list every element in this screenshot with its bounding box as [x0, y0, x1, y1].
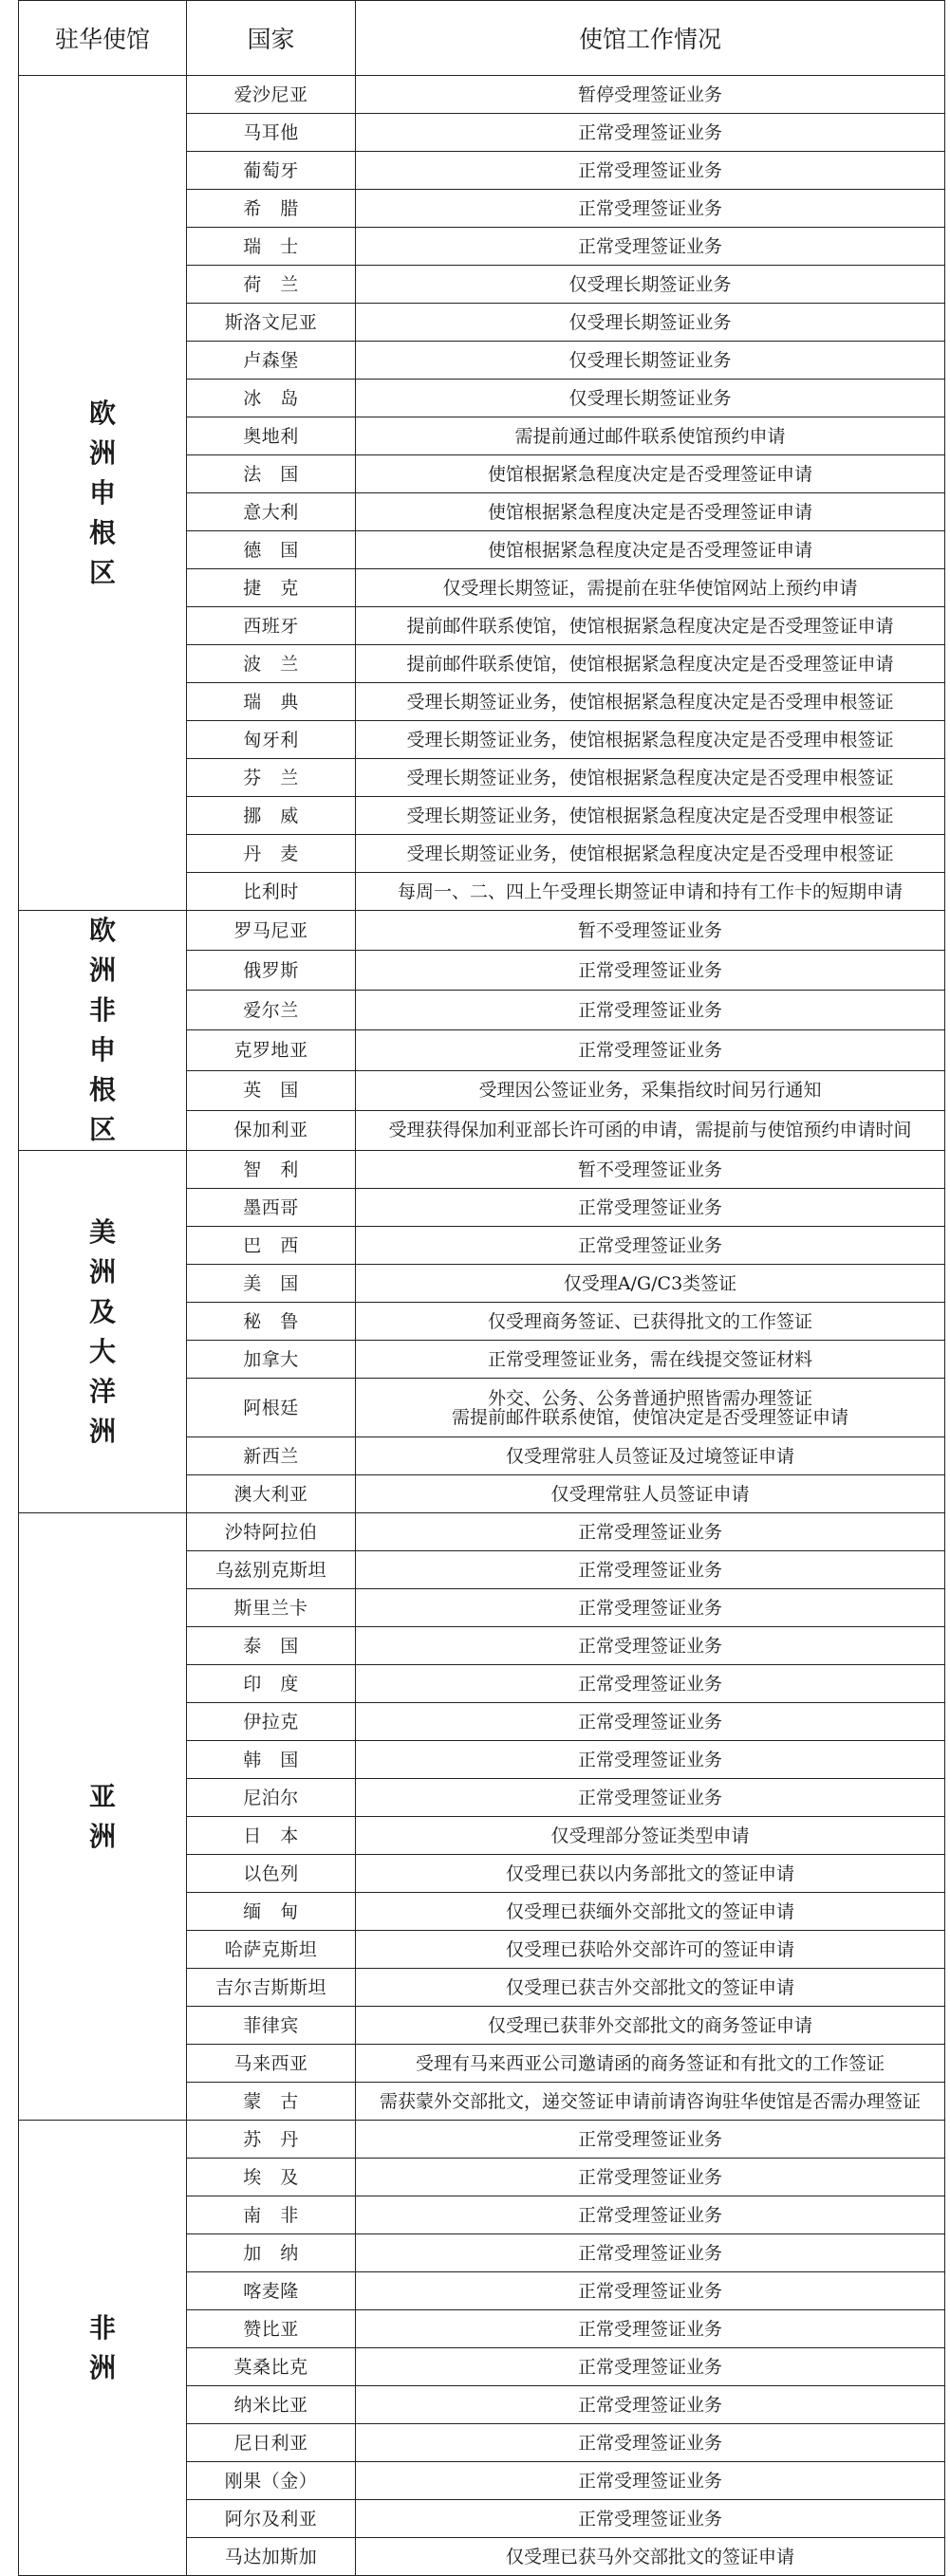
- status-cell: 正常受理签证业务: [356, 2424, 945, 2462]
- country-cell: 印 度: [187, 1665, 356, 1703]
- status-cell: 正常受理签证业务: [356, 152, 945, 190]
- status-cell: 正常受理签证业务: [356, 1627, 945, 1665]
- status-cell: 受理长期签证业务，使馆根据紧急程度决定是否受理申根签证: [356, 683, 945, 721]
- country-cell: 比利时: [187, 873, 356, 911]
- country-cell: 保加利亚: [187, 1110, 356, 1150]
- status-cell: 正常受理签证业务: [356, 1513, 945, 1551]
- status-cell: 每周一、二、四上午受理长期签证申请和持有工作卡的短期申请: [356, 873, 945, 911]
- status-cell: 正常受理签证业务: [356, 1665, 945, 1703]
- country-cell: 罗马尼亚: [187, 911, 356, 951]
- country-cell: 哈萨克斯坦: [187, 1931, 356, 1969]
- country-cell: 秘 鲁: [187, 1303, 356, 1341]
- country-cell: 斯里兰卡: [187, 1589, 356, 1627]
- country-cell: 美 国: [187, 1265, 356, 1303]
- country-cell: 捷 克: [187, 569, 356, 607]
- status-cell: 正常受理签证业务: [356, 2386, 945, 2424]
- table-header-row: [19, 1, 945, 76]
- country-cell: 荷 兰: [187, 266, 356, 304]
- status-cell: 正常受理签证业务: [356, 2196, 945, 2234]
- status-cell: 正常受理签证业务: [356, 2159, 945, 2196]
- table-row: [19, 911, 945, 951]
- region-cell: [19, 2121, 187, 2576]
- status-cell: 使馆根据紧急程度决定是否受理签证申请: [356, 455, 945, 493]
- country-cell: 挪 威: [187, 797, 356, 835]
- region-name: 美洲及大洋洲: [88, 1215, 116, 1447]
- country-cell: 希 腊: [187, 190, 356, 228]
- status-cell: 暂不受理签证业务: [356, 1151, 945, 1189]
- embassy-visa-table: [18, 0, 945, 2576]
- country-cell: 莫桑比克: [187, 2348, 356, 2386]
- country-cell: 菲律宾: [187, 2007, 356, 2045]
- status-cell: 仅受理已获菲外交部批文的商务签证申请: [356, 2007, 945, 2045]
- country-cell: 日 本: [187, 1817, 356, 1855]
- status-cell: 仅受理长期签证业务: [356, 380, 945, 417]
- country-cell: 南 非: [187, 2196, 356, 2234]
- country-cell: 丹 麦: [187, 835, 356, 873]
- status-cell: 使馆根据紧急程度决定是否受理签证申请: [356, 531, 945, 569]
- country-cell: 冰 岛: [187, 380, 356, 417]
- status-cell: 需提前通过邮件联系使馆预约申请: [356, 417, 945, 455]
- country-cell: 乌兹别克斯坦: [187, 1551, 356, 1589]
- status-cell: 提前邮件联系使馆，使馆根据紧急程度决定是否受理签证申请: [356, 607, 945, 645]
- region-name: 非洲: [88, 2311, 116, 2383]
- country-cell: 意大利: [187, 493, 356, 531]
- status-cell: 正常受理签证业务: [356, 190, 945, 228]
- country-cell: 法 国: [187, 455, 356, 493]
- country-cell: 澳大利亚: [187, 1475, 356, 1513]
- status-cell: 仅受理长期签证业务: [356, 266, 945, 304]
- status-line-2: 需提前邮件联系使馆，使馆决定是否受理签证申请: [451, 1406, 848, 1428]
- status-cell: 正常受理签证业务: [356, 1703, 945, 1741]
- status-cell: 正常受理签证业务: [356, 228, 945, 266]
- status-cell: 仅受理已获以内务部批文的签证申请: [356, 1855, 945, 1893]
- country-cell: 苏 丹: [187, 2121, 356, 2159]
- country-cell: 波 兰: [187, 645, 356, 683]
- table-row: [19, 2121, 945, 2159]
- table-row: [19, 1151, 945, 1189]
- status-cell: 受理获得保加利亚部长许可函的申请，需提前与使馆预约申请时间: [356, 1110, 945, 1150]
- country-cell: 喀麦隆: [187, 2272, 356, 2310]
- country-cell: 赞比亚: [187, 2310, 356, 2348]
- country-cell: 斯洛文尼亚: [187, 304, 356, 342]
- region-name: 欧洲申根区: [88, 397, 116, 588]
- status-cell: 受理长期签证业务，使馆根据紧急程度决定是否受理申根签证: [356, 797, 945, 835]
- status-cell: 仅受理已获缅外交部批文的签证申请: [356, 1893, 945, 1931]
- status-cell: 仅受理常驻人员签证及过境签证申请: [356, 1437, 945, 1475]
- country-cell: 葡萄牙: [187, 152, 356, 190]
- country-cell: 加 纳: [187, 2234, 356, 2272]
- region-cell: [19, 1151, 187, 1513]
- country-cell: 巴 西: [187, 1227, 356, 1265]
- status-cell: 仅受理长期签证，需提前在驻华使馆网站上预约申请: [356, 569, 945, 607]
- status-cell: 正常受理签证业务: [356, 1589, 945, 1627]
- region-name: 亚洲: [88, 1780, 116, 1852]
- status-cell: 受理长期签证业务，使馆根据紧急程度决定是否受理申根签证: [356, 759, 945, 797]
- status-cell: 仅受理长期签证业务: [356, 342, 945, 380]
- table-row: [19, 76, 945, 114]
- country-cell: 瑞 典: [187, 683, 356, 721]
- country-cell: 奥地利: [187, 417, 356, 455]
- header-status: 使馆工作情况: [356, 1, 945, 76]
- region-cell: [19, 76, 187, 911]
- status-cell: 仅受理已获哈外交部许可的签证申请: [356, 1931, 945, 1969]
- country-cell: 墨西哥: [187, 1189, 356, 1227]
- country-cell: 尼日利亚: [187, 2424, 356, 2462]
- status-cell: 正常受理签证业务: [356, 2310, 945, 2348]
- country-cell: 蒙 古: [187, 2083, 356, 2121]
- country-cell: 卢森堡: [187, 342, 356, 380]
- status-cell: 正常受理签证业务: [356, 114, 945, 152]
- country-cell: 吉尔吉斯斯坦: [187, 1969, 356, 2007]
- status-cell: 正常受理签证业务: [356, 2234, 945, 2272]
- status-cell: 仅受理A/G/C3类签证: [356, 1265, 945, 1303]
- region-name: 欧洲非申根区: [88, 915, 116, 1145]
- status-cell: 仅受理已获马外交部批文的签证申请: [356, 2538, 945, 2576]
- country-cell: 马耳他: [187, 114, 356, 152]
- country-cell: 缅 甸: [187, 1893, 356, 1931]
- status-cell: 正常受理签证业务: [356, 1227, 945, 1265]
- country-cell: 德 国: [187, 531, 356, 569]
- country-cell: 阿尔及利亚: [187, 2500, 356, 2538]
- country-cell: 新西兰: [187, 1437, 356, 1475]
- header-embassy: 驻华使馆: [19, 1, 187, 76]
- country-cell: 韩 国: [187, 1741, 356, 1779]
- country-cell: 爱尔兰: [187, 991, 356, 1030]
- status-cell: 暂不受理签证业务: [356, 911, 945, 951]
- status-cell: 需获蒙外交部批文，递交签证申请前请咨询驻华使馆是否需办理签证: [356, 2083, 945, 2121]
- country-cell: 克罗地亚: [187, 1030, 356, 1070]
- header-country: 国家: [187, 1, 356, 76]
- country-cell: 泰 国: [187, 1627, 356, 1665]
- country-cell: 伊拉克: [187, 1703, 356, 1741]
- region-cell: [19, 911, 187, 1151]
- country-cell: 以色列: [187, 1855, 356, 1893]
- status-cell: 正常受理签证业务: [356, 2121, 945, 2159]
- status-cell: 正常受理签证业务: [356, 2462, 945, 2500]
- country-cell: 纳米比亚: [187, 2386, 356, 2424]
- status-cell: 正常受理签证业务: [356, 1189, 945, 1227]
- status-cell: 仅受理已获吉外交部批文的签证申请: [356, 1969, 945, 2007]
- table-body: [19, 76, 945, 2576]
- status-cell: 使馆根据紧急程度决定是否受理签证申请: [356, 493, 945, 531]
- status-line-1: 外交、公务、公务普通护照皆需办理签证: [487, 1387, 812, 1409]
- status-cell: 仅受理部分签证类型申请: [356, 1817, 945, 1855]
- country-cell: 爱沙尼亚: [187, 76, 356, 114]
- country-cell: 沙特阿拉伯: [187, 1513, 356, 1551]
- country-cell: 马达加斯加: [187, 2538, 356, 2576]
- status-cell: 受理因公签证业务，采集指纹时间另行通知: [356, 1070, 945, 1110]
- status-cell: 受理长期签证业务，使馆根据紧急程度决定是否受理申根签证: [356, 721, 945, 759]
- status-cell: 正常受理签证业务: [356, 2500, 945, 2538]
- country-cell: 瑞 士: [187, 228, 356, 266]
- status-cell: 正常受理签证业务: [356, 2348, 945, 2386]
- status-cell: 受理有马来西亚公司邀请函的商务签证和有批文的工作签证: [356, 2045, 945, 2083]
- country-cell: 英 国: [187, 1070, 356, 1110]
- country-cell: 俄罗斯: [187, 951, 356, 991]
- country-cell: 智 利: [187, 1151, 356, 1189]
- status-cell: 仅受理常驻人员签证申请: [356, 1475, 945, 1513]
- region-cell: [19, 1513, 187, 2121]
- country-cell: 阿根廷: [187, 1379, 356, 1437]
- status-cell: 正常受理签证业务: [356, 1030, 945, 1070]
- country-cell: 加拿大: [187, 1341, 356, 1379]
- status-cell: 正常受理签证业务: [356, 2272, 945, 2310]
- status-cell: 暂停受理签证业务: [356, 76, 945, 114]
- status-cell: 正常受理签证业务: [356, 1741, 945, 1779]
- country-cell: 埃 及: [187, 2159, 356, 2196]
- status-cell: 正常受理签证业务: [356, 1551, 945, 1589]
- status-cell: 正常受理签证业务: [356, 1779, 945, 1817]
- table-row: [19, 1513, 945, 1551]
- status-cell: 正常受理签证业务: [356, 991, 945, 1030]
- country-cell: 马来西亚: [187, 2045, 356, 2083]
- status-cell: [356, 1379, 945, 1437]
- country-cell: 尼泊尔: [187, 1779, 356, 1817]
- status-cell: 仅受理长期签证业务: [356, 304, 945, 342]
- country-cell: 刚果（金）: [187, 2462, 356, 2500]
- status-cell: 正常受理签证业务，需在线提交签证材料: [356, 1341, 945, 1379]
- status-cell: 正常受理签证业务: [356, 951, 945, 991]
- country-cell: 匈牙利: [187, 721, 356, 759]
- country-cell: 西班牙: [187, 607, 356, 645]
- status-cell: 仅受理商务签证、已获得批文的工作签证: [356, 1303, 945, 1341]
- status-cell: 受理长期签证业务，使馆根据紧急程度决定是否受理申根签证: [356, 835, 945, 873]
- status-cell: 提前邮件联系使馆，使馆根据紧急程度决定是否受理签证申请: [356, 645, 945, 683]
- country-cell: 芬 兰: [187, 759, 356, 797]
